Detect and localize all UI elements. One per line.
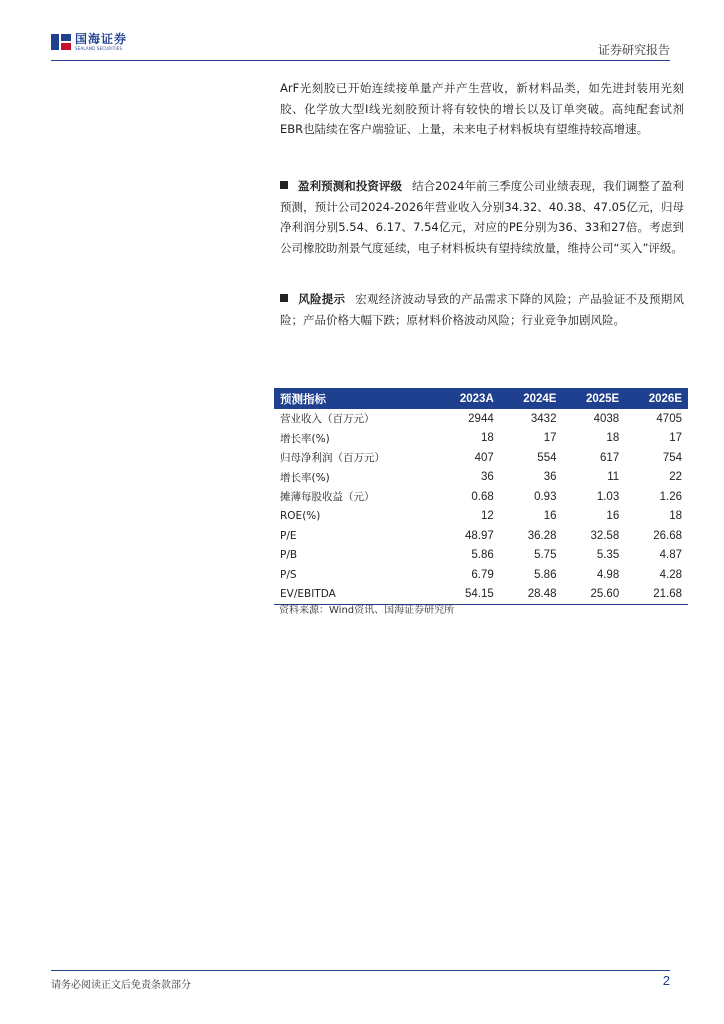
table-cell: 6.79 xyxy=(471,568,494,581)
table-cell: 4.87 xyxy=(659,549,682,562)
logo-name-en: SEALAND SECURITIES xyxy=(75,46,123,51)
bullet-title: 盈利预测和投资评级 xyxy=(298,179,403,193)
bullet-text: 结合2024年前三季度公司业绩表现，我们调整了盈利预测，预计公司2024-2026年营业收入分别34.32、40.38、47.05亿元，归母净利润分别5.54、6.17、7.54亿元，对应的PE分别为36、33和27倍。考虑到公司橡胶助剂景气度延续，电子材料板块有望持续放量，维持公司“买入”评级。 xyxy=(280,179,685,255)
table-cell: 4.28 xyxy=(659,568,682,581)
row-label: ROE(%) xyxy=(280,510,321,523)
table-cell: 16 xyxy=(543,510,557,523)
table-header-cell: 2025E xyxy=(562,388,625,409)
table-cell: 54.15 xyxy=(436,585,500,605)
table-cell: 3432 xyxy=(530,412,557,425)
table-row xyxy=(274,468,688,488)
table-source-note: 资料来源：Wind资讯、国海证券研究所 xyxy=(279,605,455,616)
table-cell: 4.98 xyxy=(596,568,620,581)
logo-mark-icon xyxy=(51,34,71,50)
table-cell: 617 xyxy=(600,451,620,464)
row-label: 增长率(%) xyxy=(280,432,330,445)
table-header-cell: 2024E xyxy=(500,388,563,409)
table-cell: 18 xyxy=(606,432,620,445)
table-cell: 21.68 xyxy=(625,585,688,605)
table-header-cell: 2023A xyxy=(436,388,500,409)
row-label: 增长率(%) xyxy=(280,471,330,484)
row-label: 归母净利润（百万元） xyxy=(280,452,385,465)
table-cell: 4705 xyxy=(656,412,682,425)
table-cell: 11 xyxy=(607,471,620,484)
company-logo xyxy=(51,33,127,51)
row-label: 摊薄每股收益（元） xyxy=(280,491,375,504)
table-cell: 48.97 xyxy=(464,529,494,542)
intro-paragraph: ArF光刻胶已开始连续接单量产并产生营收，新材料品类，如先进封装用光刻胶、化学放大型I线光刻胶预计将有较快的增长以及订单突破。高纯配套试剂EBR也陆续在客户端验证、上量，未来电子材料板块有望维持较高增速。 xyxy=(280,81,684,136)
footer-divider xyxy=(51,970,670,971)
table-header-row xyxy=(274,388,688,409)
table-cell: 17 xyxy=(669,432,682,445)
table-cell: 2944 xyxy=(468,412,494,425)
table-cell: 0.68 xyxy=(471,490,494,503)
table-cell: 5.86 xyxy=(534,568,557,581)
table-cell: 4038 xyxy=(593,412,620,425)
table-cell: 26.68 xyxy=(653,529,682,542)
row-label: P/B xyxy=(280,549,298,562)
table-cell: 17 xyxy=(543,432,557,445)
table-cell: 18 xyxy=(480,432,494,445)
table-cell: 28.48 xyxy=(500,585,563,605)
table-cell: 12 xyxy=(480,510,494,523)
logo-name-cn: 国海证券 xyxy=(75,32,128,46)
table-cell: 22 xyxy=(669,471,682,484)
table-cell: 754 xyxy=(662,451,682,464)
table-cell: 36 xyxy=(480,471,494,484)
forecast-table xyxy=(274,388,688,605)
table-row xyxy=(274,507,688,527)
report-type: 证券研究报告 xyxy=(597,43,670,57)
table-cell: 36 xyxy=(543,471,557,484)
table-row xyxy=(274,448,688,468)
table-cell: 5.86 xyxy=(471,549,494,562)
header-divider xyxy=(51,60,670,61)
page-number: 2 xyxy=(662,973,670,988)
table-cell: 5.75 xyxy=(534,549,557,562)
table-cell: 1.03 xyxy=(596,490,620,503)
table-row xyxy=(274,429,688,449)
disclaimer-note: 请务必阅读正文后免责条款部分 xyxy=(51,980,191,991)
table-row xyxy=(274,487,688,507)
bullet-title: 风险提示 xyxy=(298,292,346,306)
bullet-text: 宏观经济波动导致的产品需求下降的风险；产品验证不及预期风险；产品价格大幅下跌；原材料价格波动风险；行业竞争加剧风险。 xyxy=(280,292,684,327)
table-cell: 18 xyxy=(669,510,682,523)
row-label: P/E xyxy=(280,529,297,542)
table-cell: 36.28 xyxy=(527,529,557,542)
table-cell: 554 xyxy=(537,451,557,464)
table-cell: 1.26 xyxy=(659,490,682,503)
table-row xyxy=(274,526,688,546)
bullet-square-icon xyxy=(280,181,288,189)
table-cell: 0.93 xyxy=(534,490,557,503)
table-header-cell: 2026E xyxy=(625,388,688,409)
table-cell: 407 xyxy=(474,451,494,464)
row-label: EV/EBITDA xyxy=(274,585,436,605)
table-cell: 32.58 xyxy=(590,529,620,542)
row-label: P/S xyxy=(280,568,297,581)
table-cell: 16 xyxy=(606,510,620,523)
table-row xyxy=(274,546,688,566)
table-header-cell: 预测指标 xyxy=(274,388,436,409)
bullet-risk xyxy=(280,289,684,330)
table-row xyxy=(274,565,688,585)
table-cell: 25.60 xyxy=(562,585,625,605)
table-cell: 5.35 xyxy=(596,549,620,562)
bullet-forecast xyxy=(280,176,684,258)
row-label: 营业收入（百万元） xyxy=(280,413,375,426)
bullet-square-icon xyxy=(280,294,288,302)
table-row xyxy=(274,409,688,429)
